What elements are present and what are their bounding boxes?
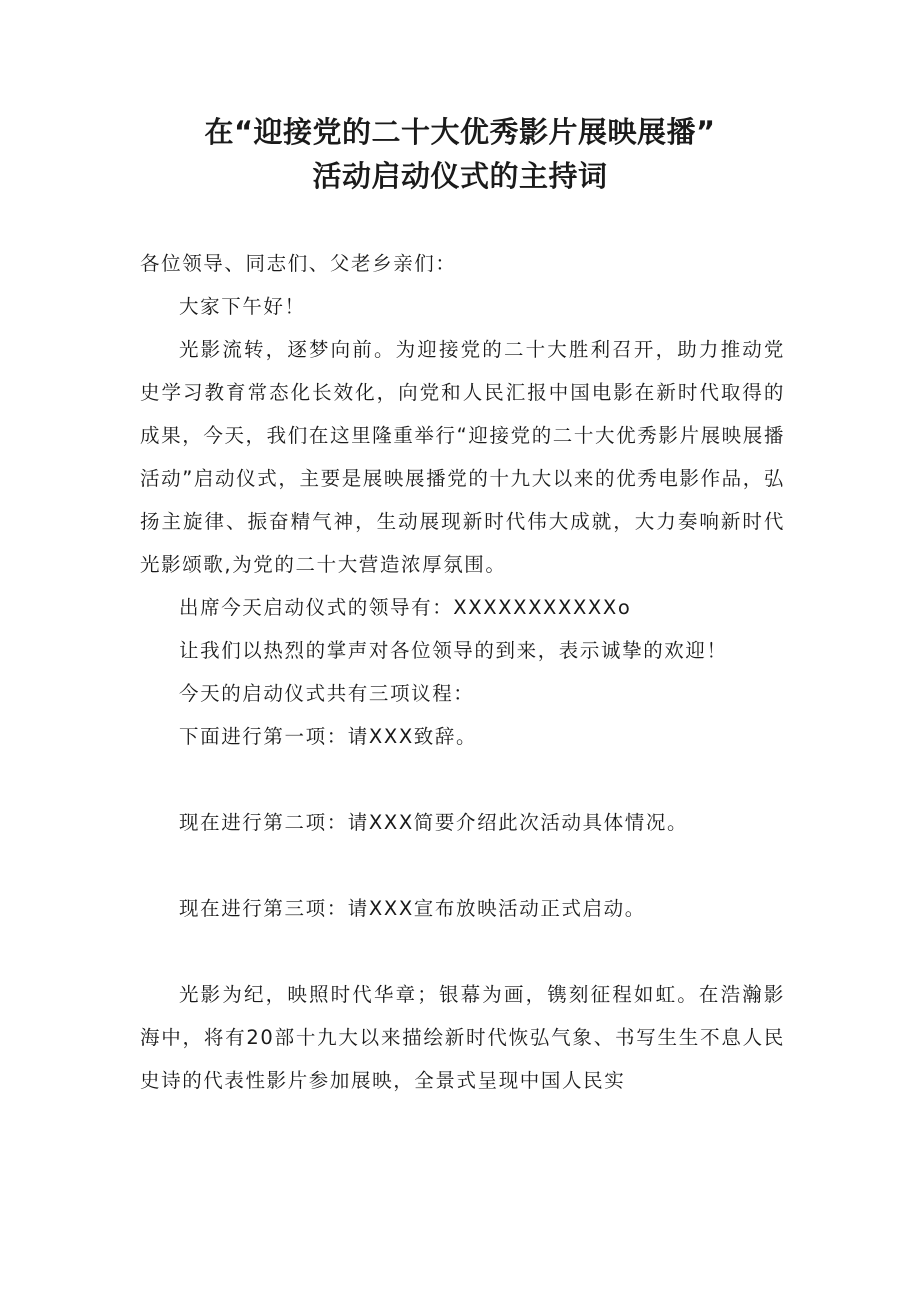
agenda-item-2: 现在进行第二项：请XXX简要介绍此次活动具体情况。 (179, 811, 689, 834)
welcome-line: 让我们以热烈的掌声对各位领导的到来，表示诚挚的欢迎！ (179, 639, 728, 662)
salutation: 各位领导、同志们、父老乡亲们： (140, 252, 457, 275)
agenda-item-1: 下面进行第一项：请XXX致辞。 (179, 725, 478, 748)
greeting: 大家下午好！ (179, 295, 306, 318)
agenda-item-3: 现在进行第三项：请XXX宣布放映活动正式启动。 (179, 897, 646, 920)
document-body (140, 242, 785, 1102)
opening-paragraph: 光影流转，逐梦向前。为迎接党的二十大胜利召开，助力推动党史学习教育常态化长效化，向党和人民汇报中国电影在新时代取得的成果，今天，我们在这里隆重举行“迎接党的二十大优秀影片展映展播活动”启动仪式，主要是展映展播党的十九大以来的优秀电影作品，弘扬主旋律、振奋精气神，生动展现新时代伟大成就，大力奏响新时代光影颂歌,为党的二十大营造浓厚氛围。 (140, 338, 785, 576)
document-title-line-1: 在“迎接党的二十大优秀影片展映展播” (204, 115, 716, 149)
agenda-intro: 今天的启动仪式共有三项议程： (179, 682, 475, 705)
document-title-line-2: 活动启动仪式的主持词 (312, 159, 608, 193)
closing-paragraph: 光影为纪，映照时代华章；银幕为画，镌刻征程如虹。在浩瀚影海中，将有20部十九大以来描绘新时代恢弘气象、书写生生不息人民史诗的代表性影片参加展映，全景式呈现中国人民实 (140, 983, 785, 1092)
attendees-line: 出席今天启动仪式的领导有：XXXXXXXXXXXo (179, 596, 632, 619)
